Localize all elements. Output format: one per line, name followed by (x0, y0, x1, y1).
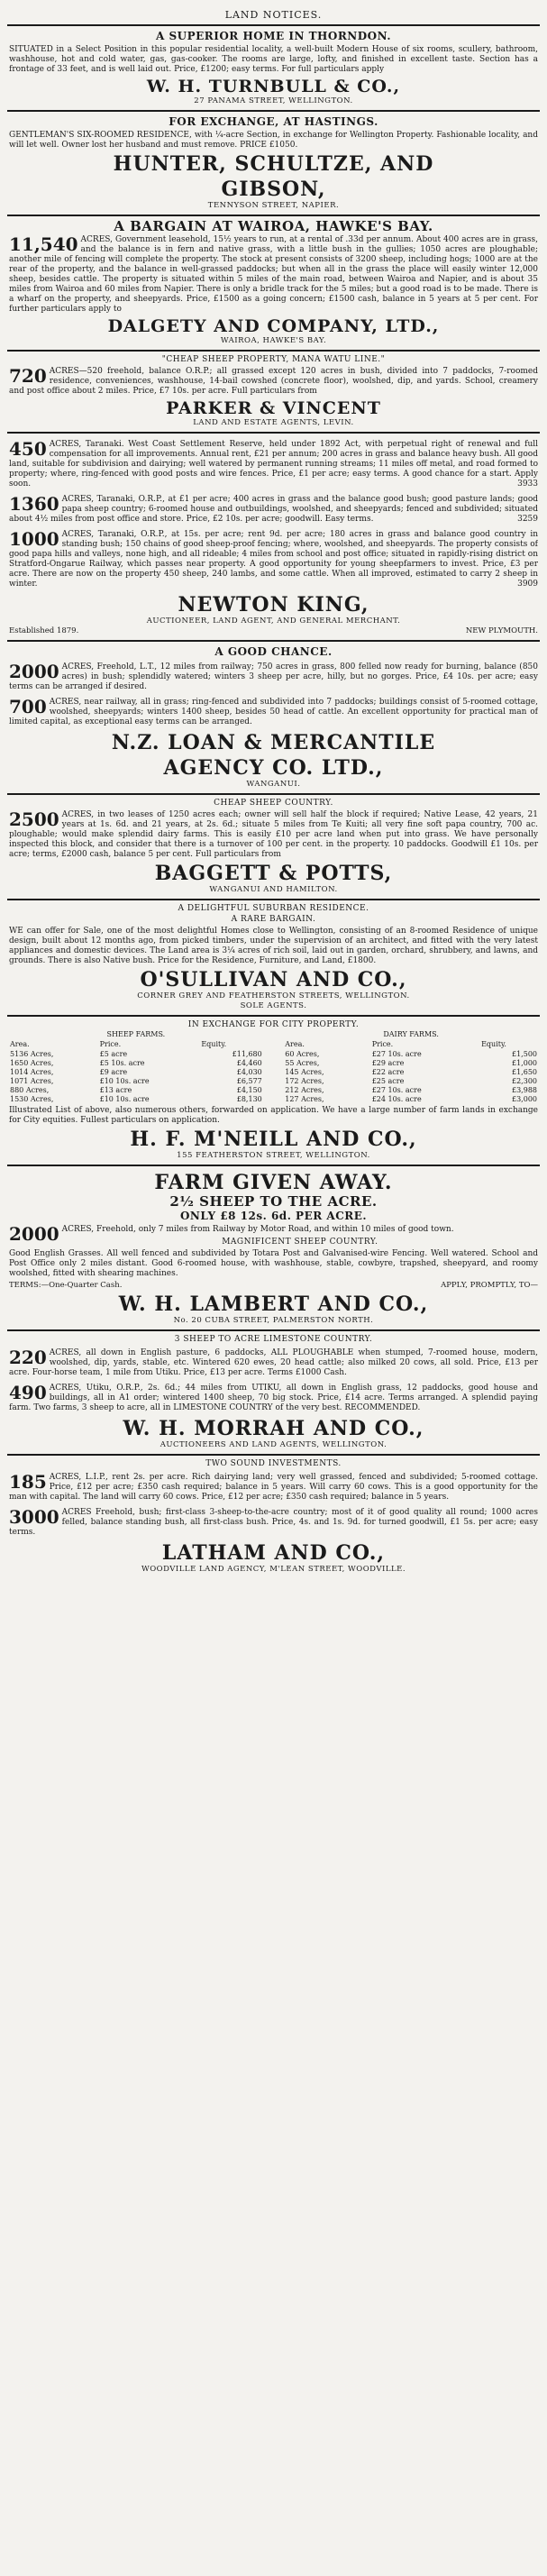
cell-price: £27 10s. acre (371, 1086, 422, 1094)
acreage-lead: 2500 (9, 808, 59, 830)
cell-area: 172 Acres, (285, 1077, 324, 1085)
dairy-farm-row (284, 1077, 538, 1086)
ad-body-2: Good English Grasses. All well fenced and subdivided by Totara Post and Galvanised-wire Fencing. Well watered. School and Post Office only 2 miles distant. Good 6-roomed house, with washhouse, stable, cowbyre, trapshed, sheepyard, and roomy woolshed, fitted with shearing machines. (9, 1249, 538, 1278)
sheep-farm-row (9, 1050, 263, 1059)
acreage-lead: 720 (9, 365, 47, 387)
firm-role: SOLE AGENTS. (240, 1001, 307, 1010)
cell-price: £13 acre (99, 1086, 132, 1094)
acreage-lead: 2000 (9, 1223, 59, 1245)
cell-area: 1530 Acres, (10, 1095, 54, 1103)
cell-equity: £3,988 (512, 1086, 537, 1094)
ad-body (9, 810, 538, 860)
col-price: Price. (99, 1040, 122, 1048)
sheep-farm-row (9, 1086, 263, 1095)
dairy-farm-row (284, 1059, 538, 1068)
listing-text: ACRES, L.I.P., rent 2s. per acre. Rich dairying land; very well grassed, fenced and subdivided; 5-roomed cottage. Price, £12 per acre; £350 cash required; balance in 5 years. Will carry 60 cows. This is a good opportunity for the man with capital. The land will carry 60 cows. Price, £12 per acre; £350 cash required; balance in 5 years. (9, 1473, 538, 1502)
established-year: Established 1879. (9, 626, 79, 635)
cell-equity: £11,680 (232, 1050, 262, 1058)
apply-line: APPLY, PROMPTLY, TO— (441, 1281, 538, 1290)
acreage-lead: 1360 (9, 493, 59, 515)
sheep-farms-table (9, 1030, 263, 1104)
firm-address: WAIROA, HAWKE'S BAY. (220, 336, 327, 345)
listing-item (9, 1471, 538, 1504)
col-equity: Equity. (201, 1040, 227, 1048)
ad-cheap-sheep-country (7, 795, 540, 900)
sheep-farm-row (9, 1059, 263, 1068)
firm-name: LATHAM AND CO., (161, 1541, 386, 1565)
ad-title: A SUPERIOR HOME IN THORNDON. (155, 30, 392, 42)
acreage-lead: 11,540 (9, 233, 78, 255)
ad-body: GENTLEMAN'S SIX-ROOMED RESIDENCE, with ¼-acre Section, in exchange for Wellington Property. Fashionable locality, and will let well. Owner lost her husband and must remove. PRICE £1050. (9, 131, 538, 150)
firm-address: WOODVILLE LAND AGENCY, M'LEAN STREET, WOODVILLE. (141, 1565, 406, 1574)
col-equity: Equity. (481, 1040, 506, 1048)
ad-suburban-residence (7, 900, 540, 1017)
cell-area: 55 Acres, (285, 1059, 320, 1067)
listing-text: ACRES, Freehold, L.T., 12 miles from railway; 750 acres in grass, 800 felled now ready for burning, balance (850 acres) in bush; splendidly watered; winters 3 sheep per acre, hilly, but no gorges. Price, £4 10s. per acre; easy terms can be arranged if desired. (9, 662, 538, 691)
firm-town: NEW PLYMOUTH. (465, 626, 538, 635)
listing-item (9, 438, 538, 491)
acreage-lead: 185 (9, 1471, 47, 1493)
ad-subhead: MAGNIFICENT SHEEP COUNTRY. (222, 1238, 378, 1247)
page-masthead: LAND NOTICES. (7, 7, 540, 26)
terms-line: TERMS:—One-Quarter Cash. (9, 1281, 123, 1290)
firm-address: AUCTIONEER, LAND AGENT, AND GENERAL MERCHANT. (146, 617, 401, 626)
dairy-farms-table (284, 1030, 538, 1104)
firm-name: H. F. M'NEILL AND CO., (130, 1128, 417, 1151)
listing-item (9, 1382, 538, 1415)
dairy-farm-row (284, 1068, 538, 1077)
listing-text: ACRES, Taranaki. West Coast Settlement Reserve, held under 1892 Act, with perpetual right of renewal and full compensation for all improvements. Annual rent, £21 per annum; 200 acres in grass and balance heavy bush. All good land, suitable for subdivision and dairying; well watered by permanent running streams; 11 miles off metal, and road formed to property; where, ring-fenced with good posts and wire fences. Price, £1 per acre; easy terms. A good chance for a start. Apply soon. (9, 440, 538, 489)
ad-body (9, 367, 538, 397)
firm-address: AUCTIONEERS AND LAND AGENTS, WELLINGTON. (160, 1440, 387, 1449)
col-area: Area. (10, 1040, 30, 1048)
ad-taranaki-properties (7, 434, 540, 642)
ad-hastings-exchange (7, 112, 540, 216)
ad-body: SITUATED in a Select Position in this popular residential locality, a well-built Modern House of six rooms, scullery, bathroom, washhouse, hot and cold water, gas, gas-cooker. The rooms are large, lofty, and finished in excellent taste. Section has a frontage of 33 feet, and is well laid out. Price, £1200; easy terms. For full particulars apply (9, 45, 538, 74)
acreage-lead: 3000 (9, 1506, 59, 1528)
listing-text: ACRES, Taranaki, O.R.P., at 15s. per acre; rent 9d. per acre; 180 acres in grass and balance good country in standing bush; 150 chains of good sheep-proof fencing; where, woolshed, and sheepyards. The property consists of good papa hills and valleys, none high, and all rideable; 4 miles from school and post office; situated in rapidly-rising district on Stratford-Ongarue Railway, which passes near property. A good opportunity for young sheepfarmers to invest. Price, £3 per acre. There are now on the property 450 sheep, 240 lambs, and some cattle. When all improved, estimated to carry 2 sheep in winter. (9, 530, 538, 589)
ad-headline: 2½ SHEEP TO THE ACRE. (169, 1193, 378, 1210)
cell-price: £29 acre (371, 1059, 405, 1067)
dairy-farm-row (284, 1086, 538, 1095)
firm-name: O'SULLIVAN AND CO., (140, 968, 407, 991)
ad-price-line: ONLY £8 12s. 6d. PER ACRE. (179, 1210, 368, 1222)
listing-item (9, 528, 538, 591)
cell-price: £9 acre (99, 1068, 128, 1076)
ad-title: FARM GIVEN AWAY. (154, 1171, 393, 1194)
cell-equity: £8,130 (236, 1095, 262, 1103)
firm-address: No. 20 CUBA STREET, PALMERSTON NORTH. (173, 1316, 374, 1325)
cell-equity: £4,030 (236, 1068, 262, 1076)
cell-area: 212 Acres, (285, 1086, 324, 1094)
firm-name: W. H. TURNBULL & CO., (146, 77, 401, 96)
ad-manawatu-sheep (7, 352, 540, 434)
cell-equity: £4,150 (236, 1086, 262, 1094)
cell-area: 1014 Acres, (10, 1068, 54, 1076)
cell-area: 880 Acres, (10, 1086, 50, 1094)
listing-ref: 3909 (517, 580, 538, 589)
cell-price: £5 10s. acre (99, 1059, 145, 1067)
listing-text: ACRES, Taranaki, O.R.P., at £1 per acre; 400 acres in grass and the balance good bush; good pasture lands; good papa sheep country; 6-roomed house and outbuildings, woolshed, and sheepyards; fenced and subdivided; situated about 4½ miles from post office and store. Price, £2 10s. per acre; goodwill. Easy terms. (9, 495, 538, 524)
listing-item (9, 1506, 538, 1539)
cell-area: 145 Acres, (285, 1068, 324, 1076)
sheep-farm-row (9, 1095, 263, 1104)
sheep-farms-heading: SHEEP FARMS. (106, 1030, 166, 1038)
listing-item (9, 493, 538, 526)
ad-body-text: ACRES, Freehold, only 7 miles from Railway by Motor Road, and within 10 miles of good town. (61, 1225, 454, 1234)
firm-address: 27 PANAMA STREET, WELLINGTON. (194, 96, 353, 105)
ad-title: A BARGAIN AT WAIROA, HAWKE'S BAY. (114, 218, 433, 234)
ad-farm-given-away (7, 1166, 540, 1331)
ad-title: IN EXCHANGE FOR CITY PROPERTY. (187, 1020, 360, 1029)
ad-title: TWO SOUND INVESTMENTS. (205, 1459, 342, 1468)
cell-price: £10 10s. acre (99, 1095, 150, 1103)
firm-address: WANGANUI AND HAMILTON. (209, 885, 338, 894)
cell-price: £25 acre (371, 1077, 405, 1085)
ad-title: "CHEAP SHEEP PROPERTY, MANA WATU LINE." (161, 355, 386, 364)
firm-name: N.Z. LOAN & MERCANTILE (111, 731, 436, 754)
listing-item (9, 696, 538, 729)
firm-address: LAND AND ESTATE AGENTS, LEVIN. (193, 418, 354, 427)
ad-title: A DELIGHTFUL SUBURBAN RESIDENCE. (178, 904, 369, 913)
ad-body (9, 235, 538, 315)
ad-body-text: ACRES, in two leases of 1250 acres each; owner will sell half the block if required; Native Lease, 42 years, 21 years at 1s. 6d. and 21 years, at 2s. 6d.; situate 5 miles from Te Kuiti; all very fine soft papa country, 700 ac. ploughable; would make splendid dairy farms. This is easily £10 per acre land when put into grass. We have personally inspected this block, and consider that there is a turnover of 100 per cent. in the property. 10 paddocks. Goodwill £1 10s. per acre; terms, £2000 cash, balance 5 per cent. Full particulars from (9, 810, 538, 859)
cell-area: 5136 Acres, (10, 1050, 54, 1058)
listing-ref: 3933 (517, 480, 538, 489)
cell-equity: £1,500 (512, 1050, 537, 1058)
ad-good-chance (7, 642, 540, 795)
firm-name: DALGETY AND COMPANY, LTD., (107, 316, 440, 336)
firm-address: WANGANUI. (246, 780, 301, 789)
ad-body-text: ACRES, Government leasehold, 15½ years to run, at a rental of .33d per annum. About 400 acres are in grass, and the balance is in fern and native grass, with a little bush in the gullies; 1050 acres are ploughable; another mile of fencing will complete the property. The stock at present consists of 3200 sheep, including hogs; 1000 are at the rear of the property, and the balance in well-grassed paddocks; but when all in the grass the place will easily winter 12,000 sheep, besides cattle. The property is situated within 5 miles of the main road, between Wairoa and Napier, and is about 35 miles from Wairoa and 60 miles from Napier. There is only a bridle track for the 5 miles; but a good road is to be made. There is a wharf on the property, and sheepyards. Price, £1500 as a going concern; £1500 cash, balance in 5 years at 5 per cent. For further particulars apply to (9, 235, 538, 314)
cell-equity: £3,000 (512, 1095, 537, 1103)
ad-subtitle: A RARE BARGAIN. (231, 915, 316, 924)
acreage-lead: 220 (9, 1347, 47, 1368)
firm-name: W. H. LAMBERT AND CO., (118, 1293, 429, 1316)
acreage-lead: 2000 (9, 661, 59, 682)
cell-area: 127 Acres, (285, 1095, 324, 1103)
dairy-farm-row (284, 1095, 538, 1104)
cell-area: 1071 Acres, (10, 1077, 54, 1085)
ad-body-text: ACRES—520 freehold, balance O.R.P.; all grassed except 120 acres in bush, divided into 7 paddocks, 7-roomed residence, conveniences, washhouse, 14-bail cowshed (concrete floor), woolshed, dip, and yards. School, creamery and post office about 2 miles. Price, £7 10s. per acre. Full particulars from (9, 367, 538, 396)
firm-name: BAGGETT & POTTS, (154, 862, 393, 885)
listing-ref: 3259 (517, 515, 538, 524)
cell-price: £24 10s. acre (371, 1095, 422, 1103)
ad-note: Illustrated List of above, also numerous others, forwarded on application. We have a large number of farm lands in exchange for City equities. Fullest particulars on application. (9, 1106, 538, 1125)
cell-equity: £6,577 (236, 1077, 262, 1085)
firm-name: PARKER & VINCENT (166, 398, 381, 418)
firm-address: TENNYSON STREET, NAPIER. (207, 201, 340, 210)
sheep-farm-row (9, 1068, 263, 1077)
listing-item (9, 1347, 538, 1380)
firm-name: W. H. MORRAH AND CO., (123, 1417, 424, 1440)
cell-price: £22 acre (371, 1068, 405, 1076)
firm-address: 155 FEATHERSTON STREET, WELLINGTON. (177, 1151, 370, 1160)
ad-thorndon-home (7, 26, 540, 112)
dairy-farms-heading: DAIRY FARMS. (383, 1030, 439, 1038)
acreage-lead: 1000 (9, 528, 59, 550)
cell-price: £27 10s. acre (371, 1050, 422, 1058)
cell-equity: £1,650 (512, 1068, 537, 1076)
cell-price: £5 acre (99, 1050, 128, 1058)
listing-text: ACRES, Utiku, O.R.P., 2s. 6d.; 44 miles from UTIKU, all down in English grass, 12 paddocks, good house and buildings, all in A1 order; wintered 1400 sheep, 70 big stock. Price, £14 acre. Terms arranged. A splendid paying farm. Two farms, 3 sheep to acre, all in LIMESTONE COUNTRY of the very best. RECOMMENDED. (9, 1384, 538, 1412)
ad-limestone-country (7, 1331, 540, 1456)
listing-text: ACRES, all down in English pasture, 6 paddocks, ALL PLOUGHABLE when stumped, 7-roomed house, modern, woolshed, dip, yards, stable, etc. Wintered 620 ewes, 20 head cattle; also milked 20 cows, all sold. Price, £13 per acre. Four-horse team, 1 mile from Utiku. Price, £13 per acre. Terms £1000 Cash. (9, 1348, 538, 1377)
acreage-lead: 490 (9, 1382, 47, 1403)
col-area: Area. (285, 1040, 305, 1048)
ad-wairoa-bargain (7, 216, 540, 352)
dairy-farm-row (284, 1050, 538, 1059)
firm-name: NEWTON KING, (178, 593, 369, 617)
ad-title: A GOOD CHANCE. (214, 645, 333, 658)
ad-body: WE can offer for Sale, one of the most delightful Homes close to Wellington, consisting of an 8-roomed Residence of unique design, built about 12 months ago, from picked timbers, under the supervision of an architect, and fitted with the very latest appliances and domestic devices. The Land area is 3¼ acres of rich soil, laid out in garden, orchard, shrubbery, and lawns, and grounds. There is also Native bush. Price for the Residence, Furniture, and Land, £1800. (9, 927, 538, 965)
listing-item (9, 661, 538, 694)
cell-area: 1650 Acres, (10, 1059, 54, 1067)
firm-name-line2: AGENCY CO. LTD., (163, 756, 384, 780)
ad-title: FOR EXCHANGE, AT HASTINGS. (169, 115, 378, 128)
ad-title: 3 SHEEP TO ACRE LIMESTONE COUNTRY. (174, 1335, 373, 1344)
land-notices-page (7, 7, 540, 2562)
firm-address: CORNER GREY AND FEATHERSTON STREETS, WELLINGTON. (137, 991, 410, 1000)
acreage-lead: 450 (9, 438, 47, 460)
listing-text: ACRES Freehold, bush; first-class 3-sheep-to-the-acre country; most of it of good quality all round; 1000 acres felled, balance standing bush, all first-class bush. Price, 4s. and 1s. 9d. for turned goodwill, £1 5s. per acre; easy terms. (9, 1508, 538, 1537)
firm-name-line2: GIBSON, (221, 178, 326, 201)
cell-equity: £1,000 (512, 1059, 537, 1067)
ad-two-investments (7, 1456, 540, 1578)
sheep-farm-row (9, 1077, 263, 1086)
listing-text: ACRES, near railway, all in grass; ring-fenced and subdivided into 7 paddocks; buildings consist of 5-roomed cottage, woolshed, sheepyards; winters 1400 sheep, besides 50 head of cattle. An excellent opportunity for practical man of limited capital, as exceptional easy terms can be arranged. (9, 698, 538, 726)
cell-area: 60 Acres, (285, 1050, 320, 1058)
ad-title: CHEAP SHEEP COUNTRY. (214, 799, 333, 808)
col-price: Price. (371, 1040, 394, 1048)
cell-price: £10 10s. acre (99, 1077, 150, 1085)
cell-equity: £4,460 (236, 1059, 262, 1067)
cell-equity: £2,300 (512, 1077, 537, 1085)
acreage-lead: 700 (9, 696, 47, 717)
firm-name: HUNTER, SCHULTZE, AND (113, 152, 434, 176)
ad-city-exchange (7, 1017, 540, 1166)
